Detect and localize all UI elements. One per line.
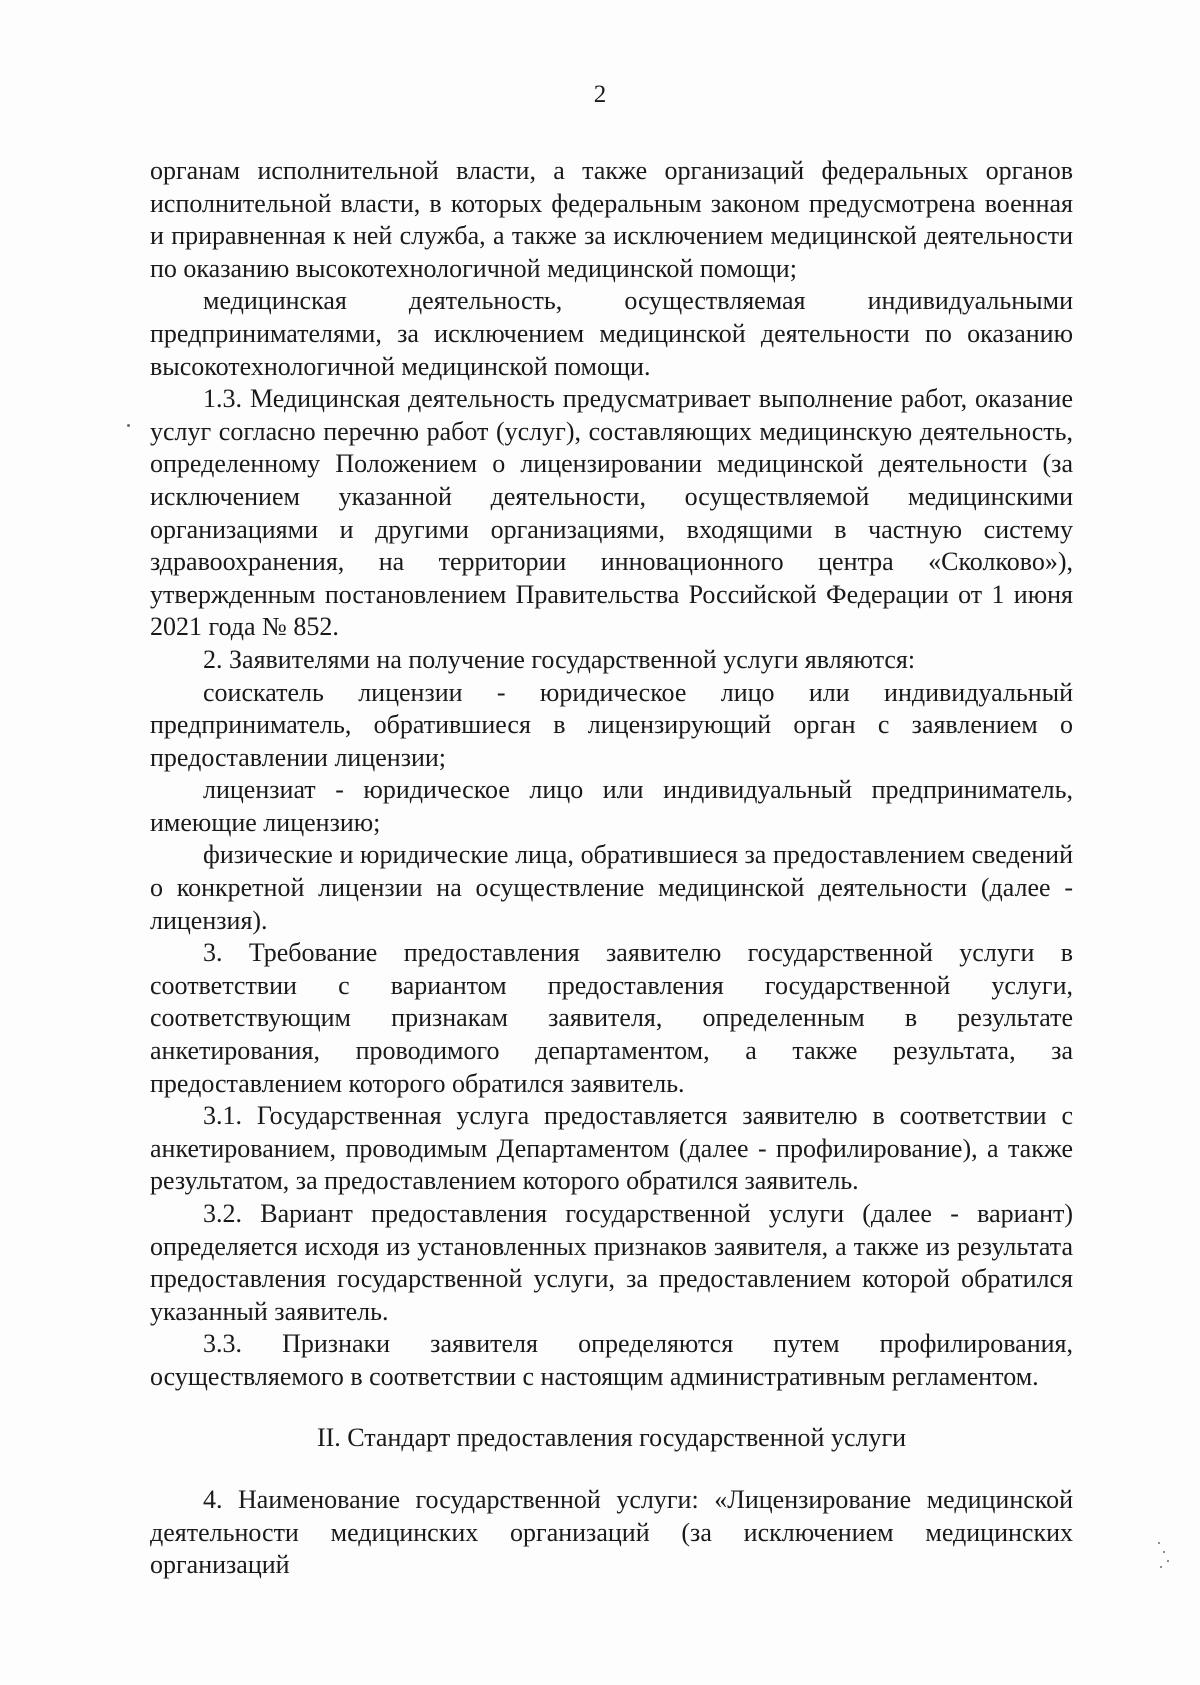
scan-speck [1167, 1560, 1169, 1562]
scan-speck [1158, 1542, 1160, 1544]
paragraph-1-3: 1.3. Медицинская деятельность предусматривает выполнение работ, оказание услуг согласно перечню работ (услуг), составляющих медицинскую деятельность, определенному Положением о лицензировании медицинской деятельности (за исключением указанной деятельности, осуществляемой медицинскими организациями и другими организациями, входящими в частную систему здравоохранения, на территории инновационного центра «Сколково»), утвержденным постановлением Правительства Российской Федерации от 1 июня 2021 года № 852. [150, 384, 1073, 642]
paragraph-individual-entrepreneurs: медицинская деятельность, осуществляемая индивидуальными предпринимателями, за исключением медицинской деятельности по оказанию высокотехнологичной медицинской помощи. [150, 286, 1073, 381]
paragraph-3-1: 3.1. Государственная услуга предоставляется заявителю в соответствии с анкетированием, проводимым Департаментом (далее - профилирование), а также результатом, за предоставлением которого обратился заявитель. [150, 1101, 1073, 1196]
paragraph-license-applicant: соискатель лицензии - юридическое лицо или индивидуальный предприниматель, обратившиеся в лицензирующий орган с заявлением о предоставлении лицензии; [150, 677, 1073, 772]
paragraph-3: 3. Требование предоставления заявителю государственной услуги в соответствии с вариантом предоставления государственной услуги, соответствующим признакам заявителя, определенным в результате анкетирования, проводимого департаментом, а также результата, за предоставлением которого обратился заявитель. [150, 938, 1073, 1098]
paragraph-3-3: 3.3. Признаки заявителя определяются путем профилирования, осуществляемого в соответствии с настоящим административным регламентом. [150, 1329, 1073, 1391]
paragraph-2: 2. Заявителями на получение государственной услуги являются: [203, 644, 916, 674]
paragraph-continuation: органам исполнительной власти, а также организаций федеральных органов исполнительной власти, в которых федеральным законом предусмотрена военная и приравненная к ней служба, а также за исключением медицинской деятельности по оказанию высокотехнологичной медицинской помощи; [150, 156, 1073, 283]
section-heading: II. Стандарт предоставления государственной услуги [316, 1422, 907, 1452]
paragraph-3-2: 3.2. Вариант предоставления государственной услуги (далее - вариант) определяется исходя из установленных признаков заявителя, а также из результата предоставления государственной услуги, за предоставлением которой обратился указанный заявитель. [150, 1199, 1073, 1326]
scan-speck [127, 424, 130, 427]
document-body [150, 155, 1073, 1582]
scan-speck [1163, 1551, 1165, 1553]
page-number: 2 [593, 81, 607, 108]
paragraph-individuals-and-legal-entities: физические и юридические лица, обратившиеся за предоставлением сведений о конкретной лицензии на осуществление медицинской деятельности (далее - лицензия). [150, 840, 1073, 935]
paragraph-4: 4. Наименование государственной услуги: «Лицензирование медицинской деятельности медицинских организаций (за исключением медицинских организаций [150, 1485, 1073, 1580]
paragraph-licensee: лицензиат - юридическое лицо или индивидуальный предприниматель, имеющие лицензию; [150, 775, 1073, 837]
scan-speck [1160, 1566, 1162, 1568]
